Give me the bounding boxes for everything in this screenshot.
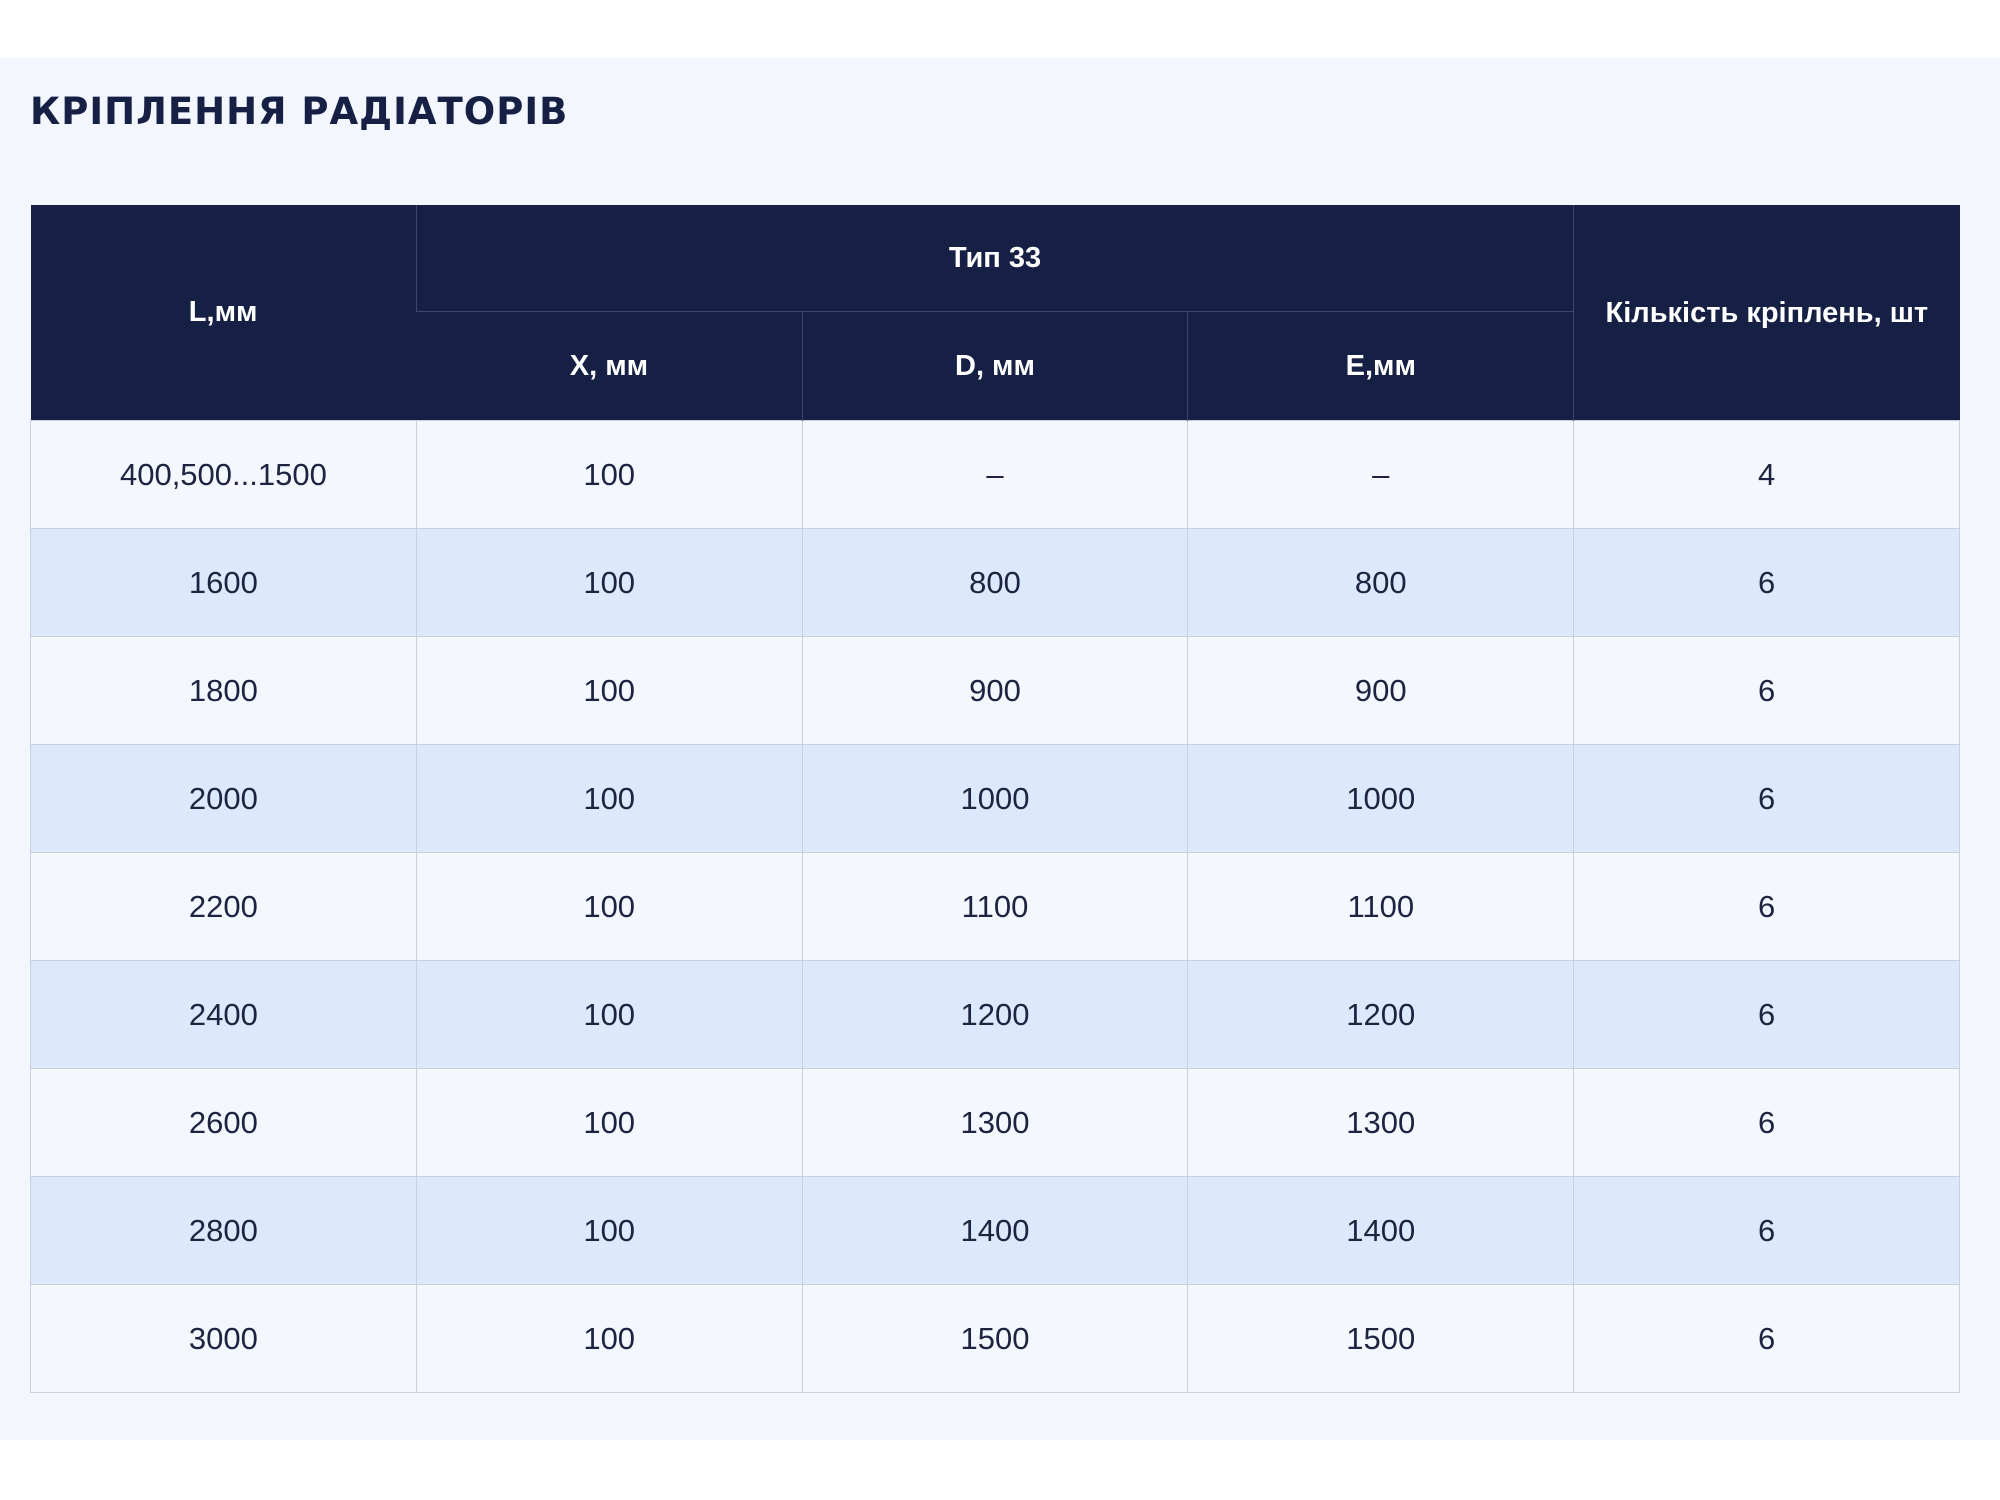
cell-d: 900 (802, 637, 1188, 745)
table-row (31, 421, 1960, 529)
cell-d: 1100 (802, 853, 1188, 961)
table-header (31, 205, 1960, 421)
table-row (31, 961, 1960, 1069)
cell-d: 1300 (802, 1069, 1188, 1177)
cell-e: 1100 (1188, 853, 1574, 961)
col-header-x: X, мм (416, 312, 802, 421)
cell-x: 100 (416, 853, 802, 961)
cell-qty: 6 (1574, 1285, 1960, 1393)
cell-x: 100 (416, 421, 802, 529)
cell-d: 1000 (802, 745, 1188, 853)
cell-d: 1400 (802, 1177, 1188, 1285)
col-header-d: D, мм (802, 312, 1188, 421)
cell-l: 2800 (31, 1177, 417, 1285)
cell-qty: 6 (1574, 853, 1960, 961)
cell-l: 400,500...1500 (31, 421, 417, 529)
cell-e: 1400 (1188, 1177, 1574, 1285)
cell-l: 1600 (31, 529, 417, 637)
content-panel (0, 58, 2000, 1440)
cell-d: 800 (802, 529, 1188, 637)
cell-l: 3000 (31, 1285, 417, 1393)
cell-x: 100 (416, 745, 802, 853)
cell-d: 1200 (802, 961, 1188, 1069)
col-header-group-type33: Тип 33 (416, 205, 1573, 312)
cell-e: 1000 (1188, 745, 1574, 853)
cell-e: 1300 (1188, 1069, 1574, 1177)
cell-x: 100 (416, 1069, 802, 1177)
radiator-mounting-table (30, 205, 1960, 1393)
cell-e: 800 (1188, 529, 1574, 637)
cell-e: 900 (1188, 637, 1574, 745)
cell-x: 100 (416, 637, 802, 745)
cell-qty: 4 (1574, 421, 1960, 529)
col-header-quantity: Кількість кріплень, шт (1574, 205, 1960, 421)
cell-l: 2000 (31, 745, 417, 853)
cell-x: 100 (416, 961, 802, 1069)
cell-l: 2400 (31, 961, 417, 1069)
cell-x: 100 (416, 529, 802, 637)
cell-l: 2600 (31, 1069, 417, 1177)
cell-d: – (802, 421, 1188, 529)
table-row (31, 745, 1960, 853)
table-row (31, 529, 1960, 637)
cell-qty: 6 (1574, 529, 1960, 637)
page-title: КРІПЛЕННЯ РАДІАТОРІВ (30, 90, 569, 133)
col-header-e: E,мм (1188, 312, 1574, 421)
cell-d: 1500 (802, 1285, 1188, 1393)
cell-qty: 6 (1574, 961, 1960, 1069)
header-row-top (31, 205, 1960, 312)
cell-l: 2200 (31, 853, 417, 961)
table-row (31, 853, 1960, 961)
table-row (31, 1285, 1960, 1393)
table-row (31, 1069, 1960, 1177)
cell-l: 1800 (31, 637, 417, 745)
cell-x: 100 (416, 1177, 802, 1285)
cell-qty: 6 (1574, 1069, 1960, 1177)
cell-e: 1500 (1188, 1285, 1574, 1393)
cell-x: 100 (416, 1285, 802, 1393)
table-row (31, 637, 1960, 745)
cell-qty: 6 (1574, 637, 1960, 745)
col-header-l: L,мм (31, 205, 417, 421)
table-body (31, 421, 1960, 1393)
cell-qty: 6 (1574, 745, 1960, 853)
table-row (31, 1177, 1960, 1285)
cell-e: – (1188, 421, 1574, 529)
cell-e: 1200 (1188, 961, 1574, 1069)
cell-qty: 6 (1574, 1177, 1960, 1285)
